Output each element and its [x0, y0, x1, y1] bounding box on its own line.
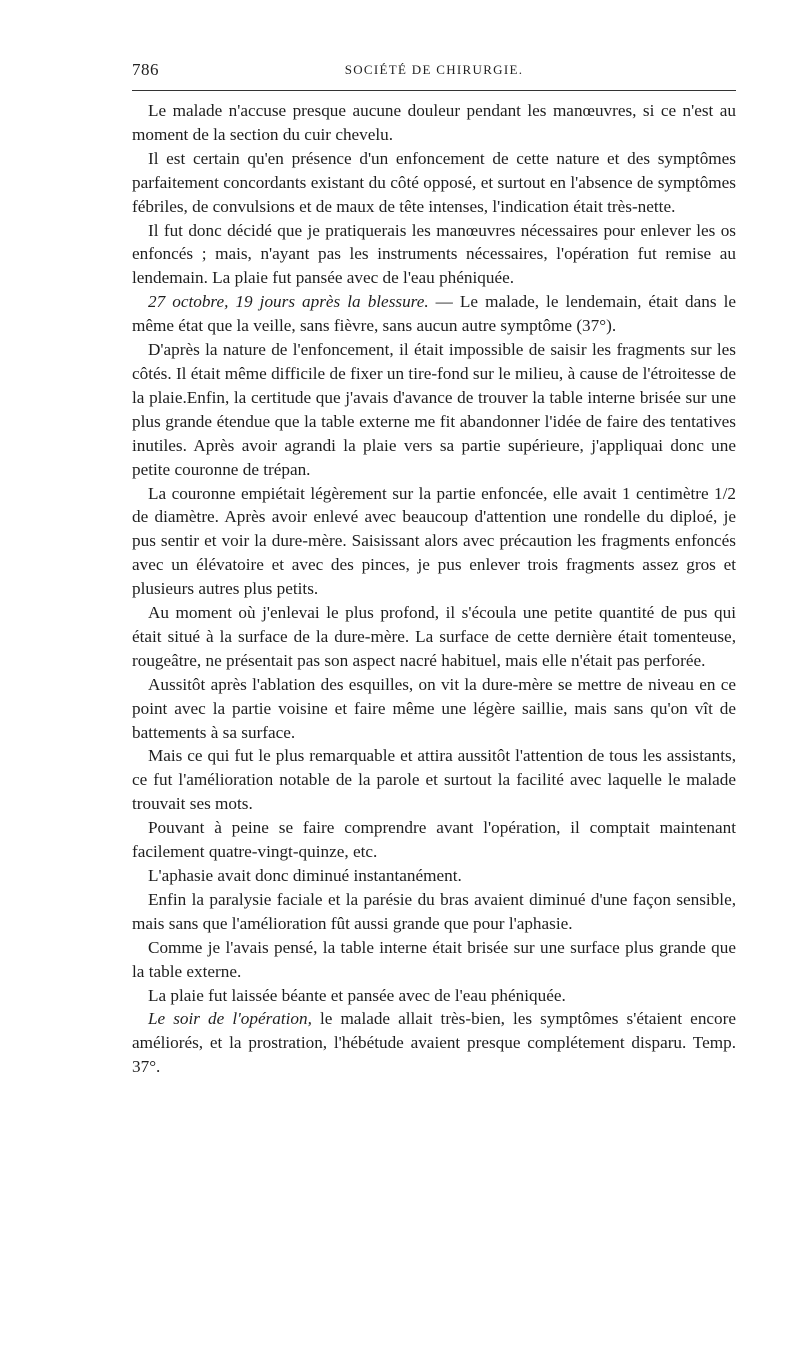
paragraph — [132, 99, 736, 147]
paragraph-text: Pouvant à peine se faire comprendre avant l'opération, il comptait maintenant facilement quatre-vingt-quinze, etc. — [132, 818, 736, 862]
paragraph — [132, 482, 736, 602]
time-lead: Le soir de l'opération, — [148, 1009, 312, 1029]
running-head — [132, 60, 736, 82]
paragraph-text: Comme je l'avais pensé, la table interne était brisée sur une surface plus grande que la table externe. — [132, 937, 736, 981]
paragraph-text: — Le malade, le lendemain, était dans le même état que la veille, sans fièvre, sans aucun autre symptôme (37°). — [132, 292, 736, 336]
paragraph — [132, 290, 736, 338]
paragraph-text: Mais ce qui fut le plus remarquable et attira aussitôt l'attention de tous les assistants, ce fut l'amélioration notable de la parole et surtout la facilité avec laquelle le malade trouvait ses mots. — [132, 746, 736, 814]
paragraph-text: Aussitôt après l'ablation des esquilles, on vit la dure-mère se mettre de niveau en ce point avec la partie voisine et faire même une légère saillie, mais sans qu'on vît de battements à sa surface. — [132, 674, 736, 742]
paragraph-text: Il fut donc décidé que je pratiquerais les manœuvres nécessaires pour enlever les os enfoncés ; mais, n'ayant pas les instruments nécessaires, l'opération fut remise au lendemain. La plaie fut pansée avec de l'eau phéniquée. — [132, 220, 736, 288]
paragraph-text: Il est certain qu'en présence d'un enfoncement de cette nature et des symptômes parfaitement concordants existant du côté opposé, et surtout en l'absence de symptômes fébriles, de convulsions et de maux de tête intenses, l'indication était très-nette. — [132, 148, 736, 216]
paragraph-text: Enfin la paralysie faciale et la parésie du bras avaient diminué d'une façon sensible, mais sans que l'amélioration fût aussi grande que pour l'aphasie. — [132, 889, 736, 933]
paragraph-text: La couronne empiétait légèrement sur la partie enfoncée, elle avait 1 centimètre 1/2 de diamètre. Après avoir enlevé avec beaucoup d'attention une rondelle du diploé, je pus sentir et voir la dure-mère. Saisissant alors avec précaution les fragments enfoncés avec un élévatoire et avec des pinces, je pus enlever trois fragments assez gros et plusieurs autres plus petits. — [132, 483, 736, 599]
date-lead: 27 octobre, 19 jours après la blessure. — [148, 292, 429, 312]
paragraph — [132, 936, 736, 984]
paragraph — [132, 1007, 736, 1079]
paragraph — [132, 338, 736, 481]
paragraph-text: le malade allait très-bien, les symptômes s'étaient encore améliorés, et la prostration, l'hébétude avaient presque complétement disparu. Temp. 37°. — [132, 1009, 736, 1077]
body-text — [132, 99, 736, 1079]
paragraph — [132, 673, 736, 745]
paragraph — [132, 888, 736, 936]
paragraph — [132, 864, 736, 888]
paragraph-text: La plaie fut laissée béante et pansée avec de l'eau phéniquée. — [148, 985, 566, 1005]
paragraph — [132, 147, 736, 219]
paragraph — [132, 744, 736, 816]
paragraph-text: D'après la nature de l'enfoncement, il était impossible de saisir les fragments sur les côtés. Il était même difficile de fixer un tire-fond sur le milieu, à cause de l'étroitesse de la plaie.Enfin, la certitude que j'avais d'avance de trouver la table interne brisée sur une plus grande étendue que la table externe me fit abandonner l'idée de faire des tentatives inutiles. Après avoir agrandi la plaie vers sa partie supérieure, j'appliquai donc une petite couronne de trépan. — [132, 340, 736, 479]
paragraph-text: Le malade n'accuse presque aucune douleur pendant les manœuvres, si ce n'est au moment de la section du cuir chevelu. — [132, 101, 736, 144]
running-title: SOCIÉTÉ DE CHIRURGIE. — [344, 62, 524, 77]
paragraph — [132, 816, 736, 864]
header-rule — [132, 90, 736, 91]
paragraph-text: L'aphasie avait donc diminué instantanément. — [148, 866, 462, 885]
paragraph — [132, 984, 736, 1008]
paragraph-text: Au moment où j'enlevai le plus profond, il s'écoula une petite quantité de pus qui était situé à la surface de la dure-mère. La surface de cette dernière était tomenteuse, rougeâtre, ne présentait pas son aspect nacré habituel, mais elle n'était pas perforée. — [132, 603, 736, 670]
page-number: 786 — [132, 60, 159, 79]
paragraph — [132, 601, 736, 673]
paragraph — [132, 219, 736, 291]
